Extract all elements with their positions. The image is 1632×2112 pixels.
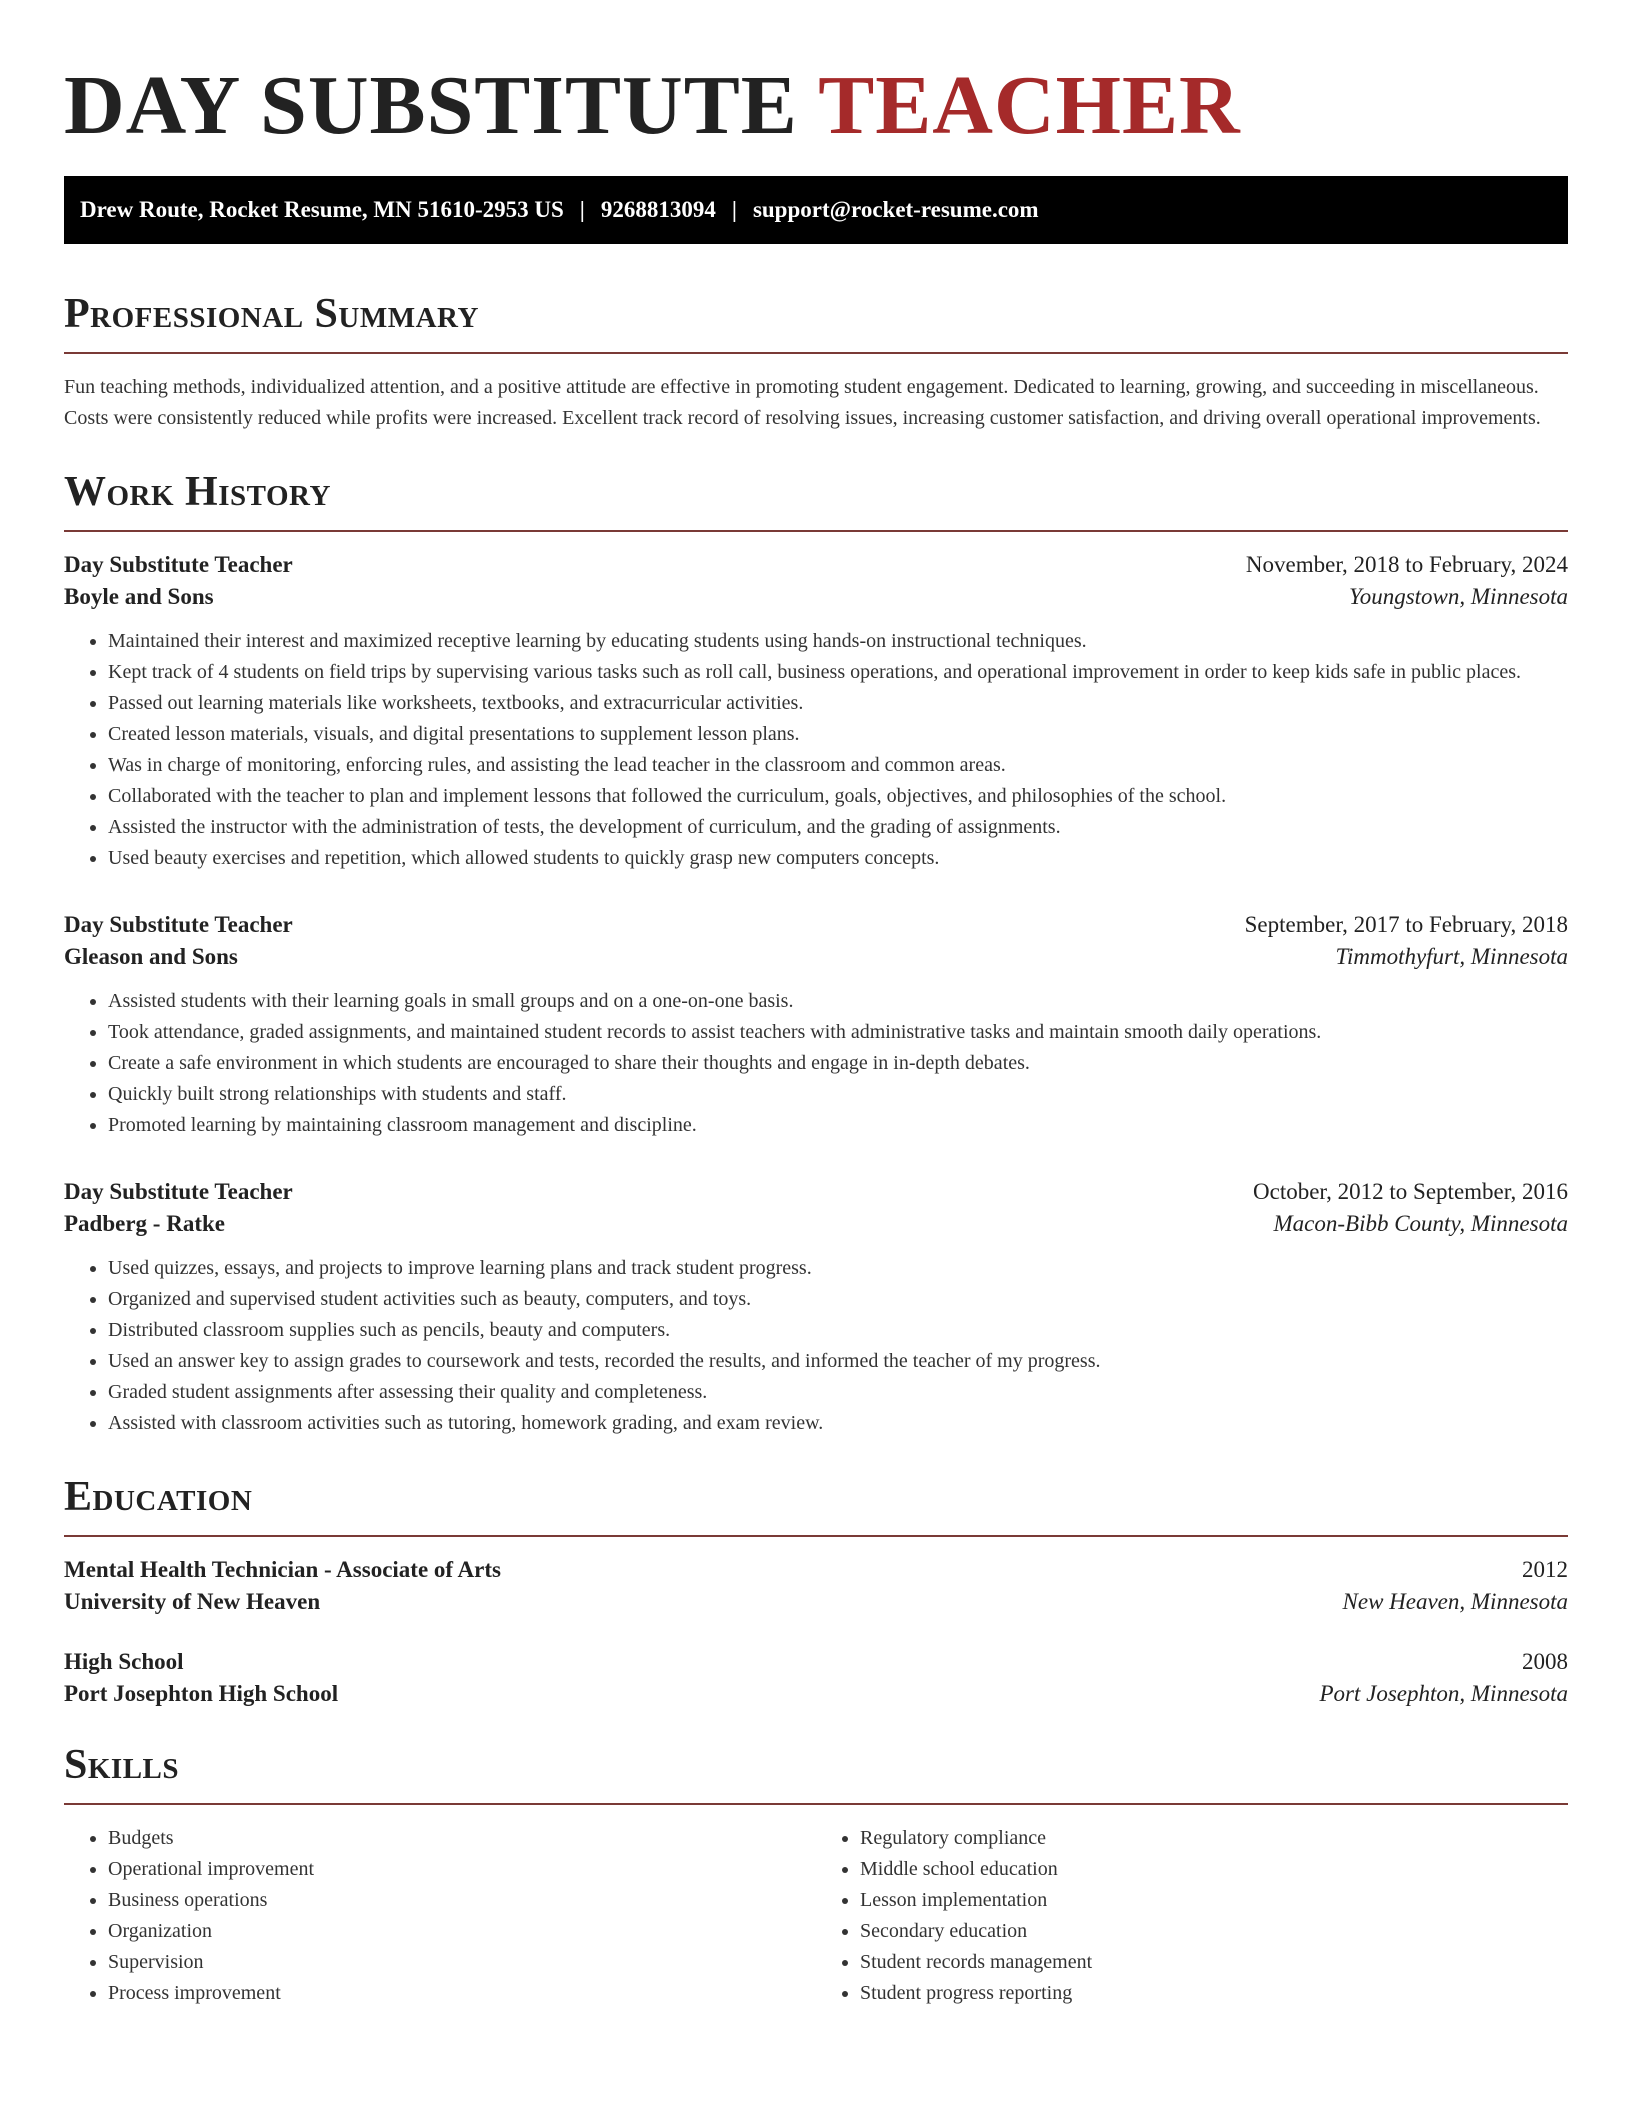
page-title xyxy=(64,56,1568,156)
education-year: 2008 xyxy=(1522,1649,1568,1674)
job-title: Day Substitute Teacher xyxy=(64,552,293,577)
title-accent: TEACHER xyxy=(818,59,1241,152)
contact-phone: 9268813094 xyxy=(600,197,716,222)
skill-item: • Lesson implementation xyxy=(860,1885,1568,1916)
work-history-heading: Work History xyxy=(64,469,331,515)
job-entry xyxy=(64,552,1568,874)
job-dates: November, 2018 to February, 2024 xyxy=(1245,552,1568,577)
skills-section xyxy=(64,1741,1568,2009)
job-bullet: • Organized and supervised student activities such as beauty, computers, and toys. xyxy=(108,1284,1568,1315)
job-entry xyxy=(64,912,1568,1141)
education-entry xyxy=(64,1557,1568,1615)
skill-item: • Supervision xyxy=(108,1947,816,1978)
contact-address: Drew Route, Rocket Resume, MN 51610-2953 US xyxy=(80,197,564,222)
education-location: New Heaven, Minnesota xyxy=(1342,1589,1568,1614)
job-bullets xyxy=(64,986,1568,1141)
education-section xyxy=(64,1473,1568,1707)
job-bullet: • Used an answer key to assign grades to coursework and tests, recorded the results, and informed the teacher of my progress. xyxy=(108,1346,1568,1377)
section-divider xyxy=(64,530,1568,532)
job-bullet: • Collaborated with the teacher to plan and implement lessons that followed the curriculum, goals, objectives, and philosophies of the school. xyxy=(108,781,1568,812)
skill-item: • Secondary education xyxy=(860,1916,1568,1947)
job-bullet: • Graded student assignments after assessing their quality and completeness. xyxy=(108,1377,1568,1408)
summary-heading: Professional Summary xyxy=(64,291,479,337)
job-bullet: • Used beauty exercises and repetition, which allowed students to quickly grasp new computers concepts. xyxy=(108,843,1568,874)
skill-item: • Process improvement xyxy=(108,1978,816,2009)
job-company: Padberg - Ratke xyxy=(64,1211,225,1236)
job-bullet: • Maintained their interest and maximized receptive learning by educating students using hands-on instructional techniques. xyxy=(108,626,1568,657)
job-dates: October, 2012 to September, 2016 xyxy=(1253,1179,1568,1204)
section-divider xyxy=(64,1803,1568,1805)
job-bullet: • Assisted students with their learning goals in small groups and on a one-on-one basis. xyxy=(108,986,1568,1017)
title-main: DAY SUBSTITUTE xyxy=(64,59,798,152)
contact-separator: | xyxy=(731,197,737,222)
skill-item: • Organization xyxy=(108,1916,816,1947)
summary-text: Fun teaching methods, individualized attention, and a positive attitude are effective in promoting student engagement. Dedicated to learning, growing, and succeeding in miscellaneous. Costs were consistently reduced while profits were increased. Excellent track record of resolving issues, increasing customer satisfaction, and driving overall operational improvements. xyxy=(64,376,1541,429)
summary-section xyxy=(64,290,1568,434)
job-dates: September, 2017 to February, 2018 xyxy=(1244,912,1568,937)
education-year: 2012 xyxy=(1522,1557,1568,1582)
education-entry xyxy=(64,1649,1568,1707)
skill-item: • Operational improvement xyxy=(108,1854,816,1885)
education-location: Port Josephton, Minnesota xyxy=(1319,1681,1568,1706)
contact-separator: | xyxy=(579,197,585,222)
job-title: Day Substitute Teacher xyxy=(64,912,293,937)
education-degree: Mental Health Technician - Associate of Arts xyxy=(64,1557,501,1582)
skill-item: • Middle school education xyxy=(860,1854,1568,1885)
job-bullet: • Assisted with classroom activities such as tutoring, homework grading, and exam review. xyxy=(108,1408,1568,1439)
skills-list xyxy=(64,1823,1568,2009)
job-bullet: • Assisted the instructor with the administration of tests, the development of curriculum, and the grading of assignments. xyxy=(108,812,1568,843)
job-entry xyxy=(64,1179,1568,1439)
contact-email[interactable]: support@rocket-resume.com xyxy=(752,197,1039,222)
job-bullet: • Took attendance, graded assignments, and maintained student records to assist teachers with administrative tasks and maintain smooth daily operations. xyxy=(108,1017,1568,1048)
job-bullet: • Was in charge of monitoring, enforcing rules, and assisting the lead teacher in the classroom and common areas. xyxy=(108,750,1568,781)
skill-item: • Student progress reporting xyxy=(860,1978,1568,2009)
skill-item: • Business operations xyxy=(108,1885,816,1916)
skills-column-left xyxy=(64,1823,816,2009)
contact-bar xyxy=(64,176,1568,244)
section-divider xyxy=(64,352,1568,354)
education-degree: High School xyxy=(64,1649,184,1674)
skills-column-right xyxy=(816,1823,1568,2009)
job-bullets xyxy=(64,626,1568,874)
job-bullet: • Distributed classroom supplies such as pencils, beauty and computers. xyxy=(108,1315,1568,1346)
job-company: Gleason and Sons xyxy=(64,944,238,969)
education-school: University of New Heaven xyxy=(64,1589,321,1614)
job-location: Youngstown, Minnesota xyxy=(1349,584,1568,609)
job-bullet: • Created lesson materials, visuals, and digital presentations to supplement lesson plans. xyxy=(108,719,1568,750)
skills-heading: Skills xyxy=(64,1742,180,1788)
job-location: Macon-Bibb County, Minnesota xyxy=(1273,1211,1568,1236)
skill-item: • Student records management xyxy=(860,1947,1568,1978)
job-location: Timmothyfurt, Minnesota xyxy=(1335,944,1568,969)
skill-item: • Budgets xyxy=(108,1823,816,1854)
job-bullet: • Passed out learning materials like worksheets, textbooks, and extracurricular activities. xyxy=(108,688,1568,719)
job-bullet: • Used quizzes, essays, and projects to improve learning plans and track student progress. xyxy=(108,1253,1568,1284)
section-divider xyxy=(64,1535,1568,1537)
job-bullet: • Create a safe environment in which students are encouraged to share their thoughts and engage in in-depth debates. xyxy=(108,1048,1568,1079)
job-bullet: • Promoted learning by maintaining classroom management and discipline. xyxy=(108,1110,1568,1141)
job-title: Day Substitute Teacher xyxy=(64,1179,293,1204)
job-company: Boyle and Sons xyxy=(64,584,214,609)
job-bullet: • Quickly built strong relationships with students and staff. xyxy=(108,1079,1568,1110)
job-bullets xyxy=(64,1253,1568,1439)
education-heading: Education xyxy=(64,1474,253,1520)
education-school: Port Josephton High School xyxy=(64,1681,339,1706)
job-bullet: • Kept track of 4 students on field trips by supervising various tasks such as roll call, business operations, and operational improvement in order to keep kids safe in public places. xyxy=(108,657,1568,688)
skill-item: • Regulatory compliance xyxy=(860,1823,1568,1854)
work-history-section xyxy=(64,468,1568,1439)
